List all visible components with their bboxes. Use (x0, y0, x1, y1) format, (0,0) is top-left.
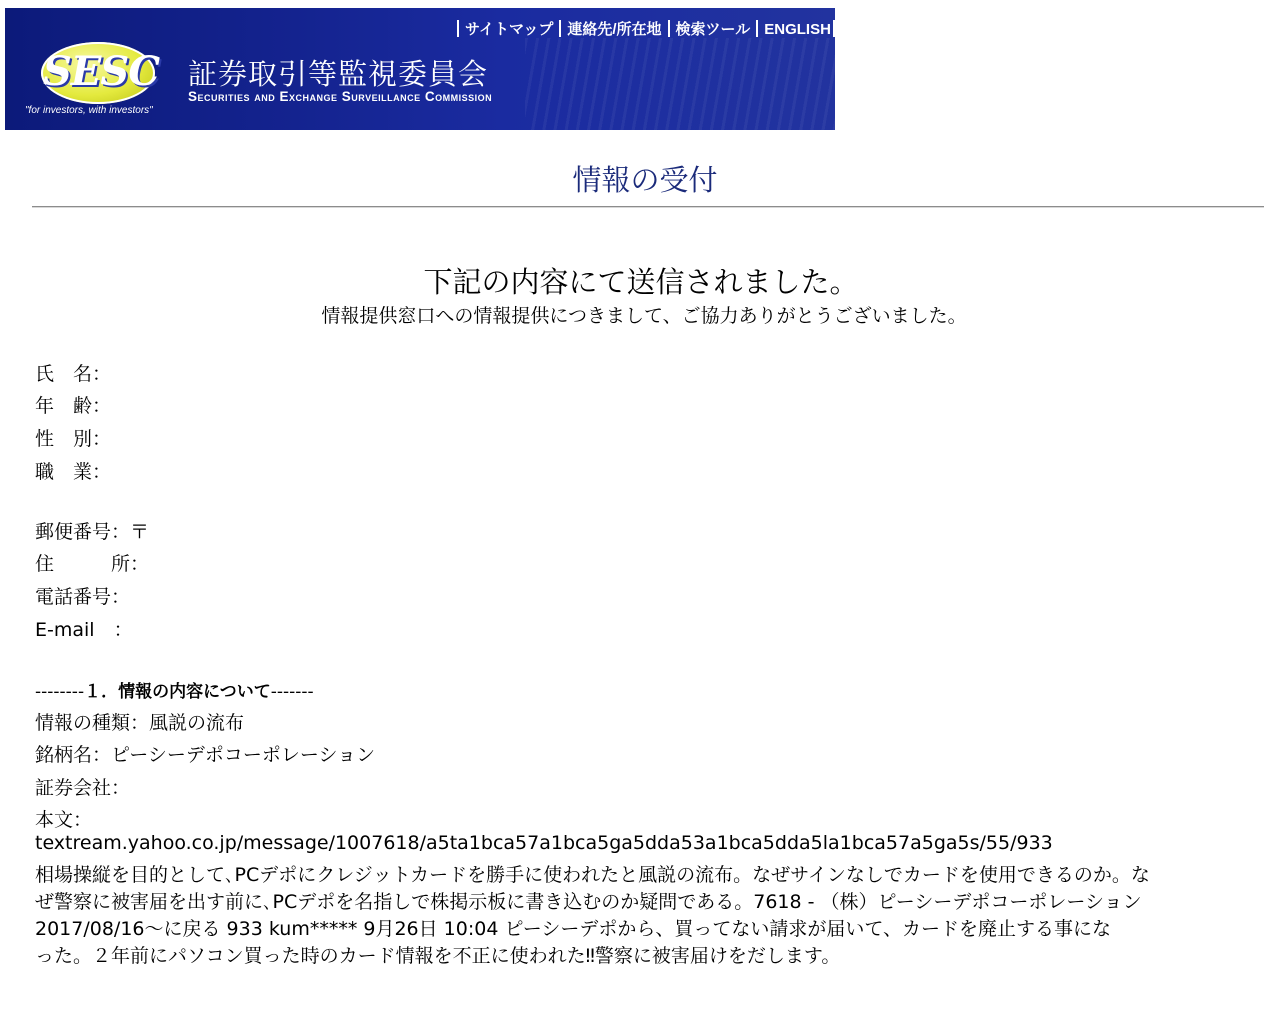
nav-sitemap-link[interactable]: サイトマップ (465, 21, 554, 38)
field-broker: 証券会社： (35, 777, 131, 799)
section-dash-left: -------- (35, 682, 85, 702)
field-name: 氏 名： (35, 363, 112, 385)
field-info-type: 情報の種類：風説の流布 (35, 712, 245, 734)
body-text-line: 相場操縦を目的として､PCデポにクレジットカードを勝手に使われたと風説の流布。なぜサインなしでカードを使用できるのか。な (35, 864, 1150, 886)
field-gender: 性 別： (35, 428, 112, 450)
title-divider (32, 206, 1264, 208)
logo-tagline: "for investors, with investors" (25, 105, 153, 116)
nav-separator (668, 20, 670, 37)
field-email: E-mail ： (35, 619, 133, 641)
sent-confirmation-heading: 下記の内容にて送信されました。 (423, 265, 859, 299)
nav-english-link[interactable]: ENGLISH (764, 21, 831, 38)
body-text-line: った。２年前にパソコン買った時のカード情報を不正に使われた‼警察に被害届けをだします。 (35, 945, 841, 967)
section-heading-text: １．情報の内容について (84, 682, 271, 702)
field-address: 住 所： (35, 553, 150, 575)
field-phone: 電話番号： (35, 586, 131, 608)
body-text-line: textream.yahoo.co.jp/message/1007618/a5ta1bca57a1bca5ga5dda53a1bca5dda5la1bca57a5ga5s/55/933 (35, 832, 1053, 854)
nav-separator (756, 20, 758, 37)
org-name-jp: 証券取引等監視委員会 (188, 57, 489, 91)
header-banner (5, 8, 835, 130)
thanks-message: 情報提供窓口への情報提供につきまして、ご協力ありがとうございました。 (321, 305, 967, 327)
nav-separator (833, 20, 835, 37)
page-title: 情報の受付 (572, 163, 718, 197)
field-stock-name: 銘柄名：ピーシーデポコーポレーション (35, 744, 376, 766)
body-text-line: ぜ警察に被害届を出す前に､PCデポを名指しで株掲示板に書き込むのか疑問である。7618 - （株）ピーシーデポコーポレーション (35, 891, 1142, 913)
banner-texture (525, 38, 835, 130)
nav-separator (559, 20, 561, 37)
top-nav (451, 18, 835, 39)
field-age: 年 齢： (35, 395, 112, 417)
section-heading (35, 677, 314, 702)
nav-separator (457, 20, 459, 37)
section-dash-right: ------- (270, 682, 314, 702)
field-occupation: 職 業： (35, 461, 112, 483)
body-text-line: 2017/08/16～に戻る 933 kum***** 9月26日 10:04 ピーシーデポから、買ってない請求が届いて、カードを廃止する事にな (35, 918, 1111, 940)
field-body-label: 本文： (35, 809, 93, 831)
org-name-en: Securities and Exchange Surveillance Commission (188, 89, 493, 104)
nav-contact-link[interactable]: 連絡先/所在地 (567, 21, 662, 38)
field-postal-code: 郵便番号：〒 (35, 521, 150, 543)
nav-search-tool-link[interactable]: 検索ツール (675, 21, 751, 38)
logo-text: SESC (43, 48, 160, 95)
